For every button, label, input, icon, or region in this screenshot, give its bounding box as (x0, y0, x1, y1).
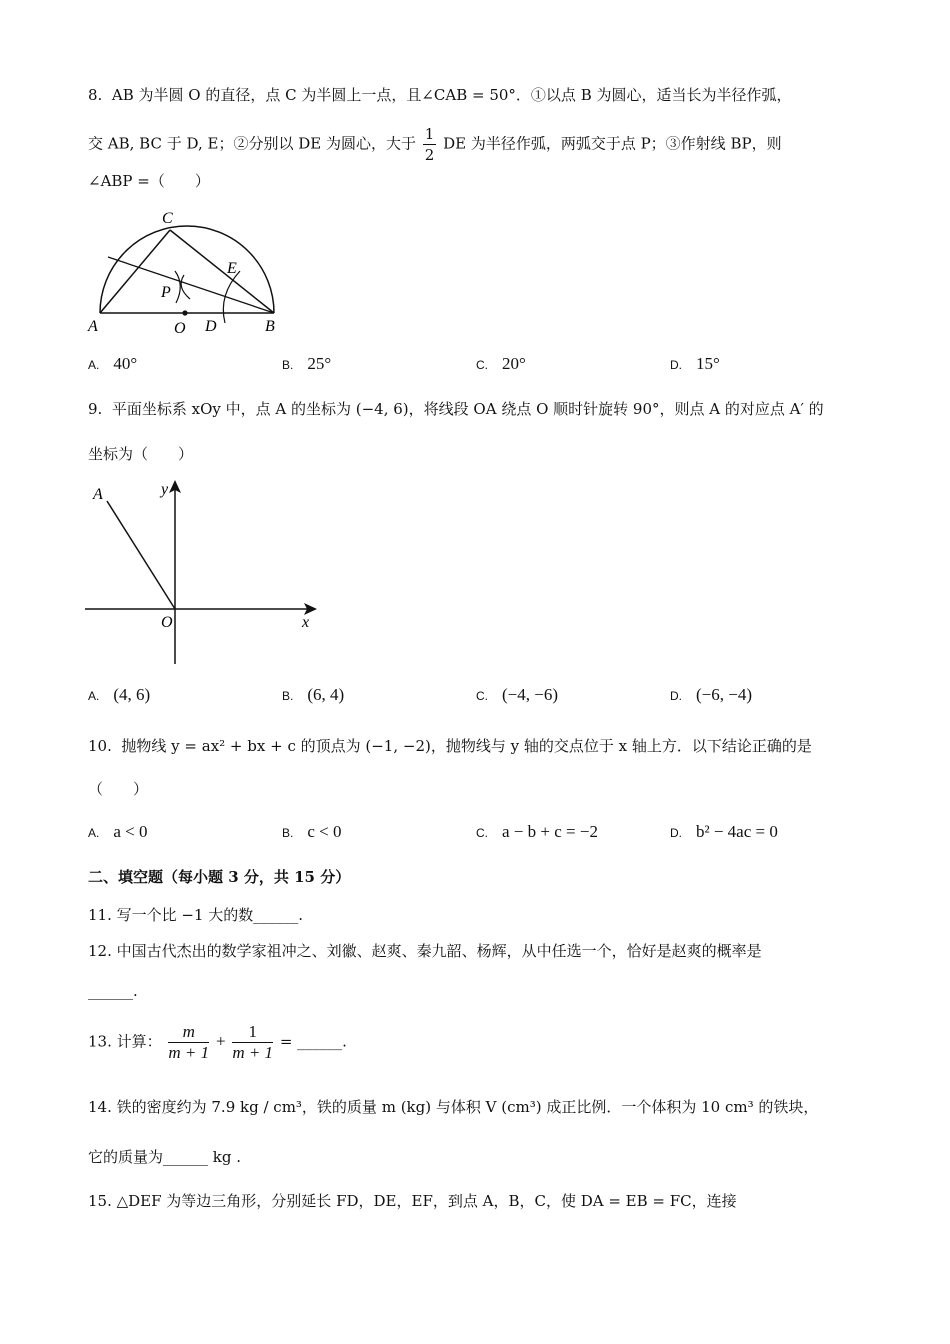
q10-option-d[interactable] (670, 822, 778, 842)
label-p: P (161, 284, 171, 301)
option-value: a < 0 (113, 822, 148, 841)
q8-option-d[interactable] (670, 354, 720, 374)
q8-line1: 8. AB 为半圆 O 的直径，点 C 为半圆上一点，且∠CAB = 50°．①以点 B 为圆心，适当长为半径作弧， (88, 86, 792, 104)
option-value: (−6, −4) (696, 685, 752, 704)
option-value: c < 0 (307, 822, 342, 841)
option-label: B. (282, 826, 294, 840)
q9-line2: 坐标为（ ） (88, 445, 194, 463)
q8-semicircle-figure (80, 205, 300, 340)
q8-option-a[interactable] (88, 354, 137, 374)
fraction-1-over-m-plus-1: $\frac{1}{m + 1}$ (232, 1022, 274, 1062)
option-value: 25° (307, 354, 332, 373)
q11: 11. 写一个比 −1 大的数______. (88, 906, 304, 924)
option-label: A. (88, 358, 100, 372)
option-label: A. (88, 689, 100, 703)
q10-line2: （ ） (88, 780, 149, 798)
option-label: D. (670, 689, 682, 703)
q8-option-c[interactable] (476, 354, 526, 374)
label-d: D (205, 318, 217, 335)
option-value: a − b + c = −2 (502, 822, 598, 841)
q12-line1: 12. 中国古代杰出的数学家祖冲之、刘徽、赵爽、秦九韶、杨辉，从中任选一个，恰好是赵爽的概率是 (88, 942, 762, 960)
label-a: A (93, 486, 103, 503)
q9-option-b[interactable] (282, 685, 344, 705)
q12-line2: ______. (88, 982, 138, 1000)
q8-option-b[interactable] (282, 354, 331, 374)
option-value: (6, 4) (307, 685, 345, 704)
option-value: 40° (113, 354, 138, 373)
q10-option-b[interactable] (282, 822, 341, 842)
label-y: y (161, 481, 169, 498)
q9-coordinate-figure (80, 472, 330, 672)
option-label: D. (670, 358, 682, 372)
section-heading: 二、填空题（每小题 3 分，共 15 分） (88, 868, 351, 886)
option-label: C. (476, 826, 488, 840)
option-value: 20° (502, 354, 526, 373)
q15-line1: 15. △DEF 为等边三角形，分别延长 FD，DE，EF，到点 A，B，C，使 DA = EB = FC，连接 (88, 1192, 737, 1210)
segment-oa (107, 501, 175, 609)
option-label: D. (670, 826, 682, 840)
q10-line1: 10. 抛物线 y = ax² + bx + c 的顶点为 (−1, −2)，抛物线与 y 轴的交点位于 x 轴上方．以下结论正确的是 (88, 737, 812, 755)
option-label: A. (88, 826, 100, 840)
center-o-dot (182, 310, 187, 315)
q14-line1: 14. 铁的密度约为 7.9 kg / cm³，铁的质量 m (kg) 与体积 V (cm³) 成正比例．一个体积为 10 cm³ 的铁块， (88, 1098, 819, 1116)
q14-line2: 它的质量为______ kg . (88, 1148, 241, 1166)
option-value: b² − 4ac = 0 (696, 822, 778, 841)
q9-option-a[interactable] (88, 685, 150, 705)
label-o: O (161, 614, 173, 631)
semicircle-arc (100, 226, 274, 313)
option-value: (−4, −6) (502, 685, 558, 704)
q13: 13. 计算： $\frac{m}{m + 1}$ + $\frac{1}{m + 1}$ = ______. (88, 1022, 347, 1062)
construction-arc-p1 (175, 271, 180, 303)
q8-line2: 交 AB, BC 于 D, E；②分别以 DE 为圆心，大于 $\frac{1}{2}$ DE 为半径作弧，两弧交于点 P；③作射线 BP，则 (88, 125, 782, 164)
option-value: 15° (696, 354, 720, 373)
q9-line1: 9. 平面坐标系 xOy 中，点 A 的坐标为 (−4, 6)，将线段 OA 绕点 O 顺时针旋转 90°，则点 A 的对应点 A′ 的 (88, 400, 824, 418)
label-e: E (227, 260, 237, 277)
q10-option-a[interactable] (88, 822, 147, 842)
option-label: B. (282, 358, 294, 372)
fraction-m-over-m-plus-1: $\frac{m}{m + 1}$ (168, 1022, 210, 1062)
option-label: C. (476, 358, 488, 372)
q8-line3: ∠ABP =（ ） (88, 172, 210, 190)
label-a: A (88, 318, 98, 335)
segment-bc (170, 230, 274, 313)
label-x: x (302, 614, 310, 631)
option-label: C. (476, 689, 488, 703)
q9-option-c[interactable] (476, 685, 558, 705)
q10-option-c[interactable] (476, 822, 598, 842)
label-b: B (265, 318, 275, 335)
ray-bp (108, 257, 274, 313)
label-c: C (162, 210, 173, 227)
option-label: B. (282, 689, 294, 703)
q9-option-d[interactable] (670, 685, 752, 705)
option-value: (4, 6) (113, 685, 151, 704)
construction-arc-p2 (181, 275, 190, 299)
label-o: O (174, 320, 186, 337)
fraction-one-half: $\frac{1}{2}$ (424, 125, 435, 164)
